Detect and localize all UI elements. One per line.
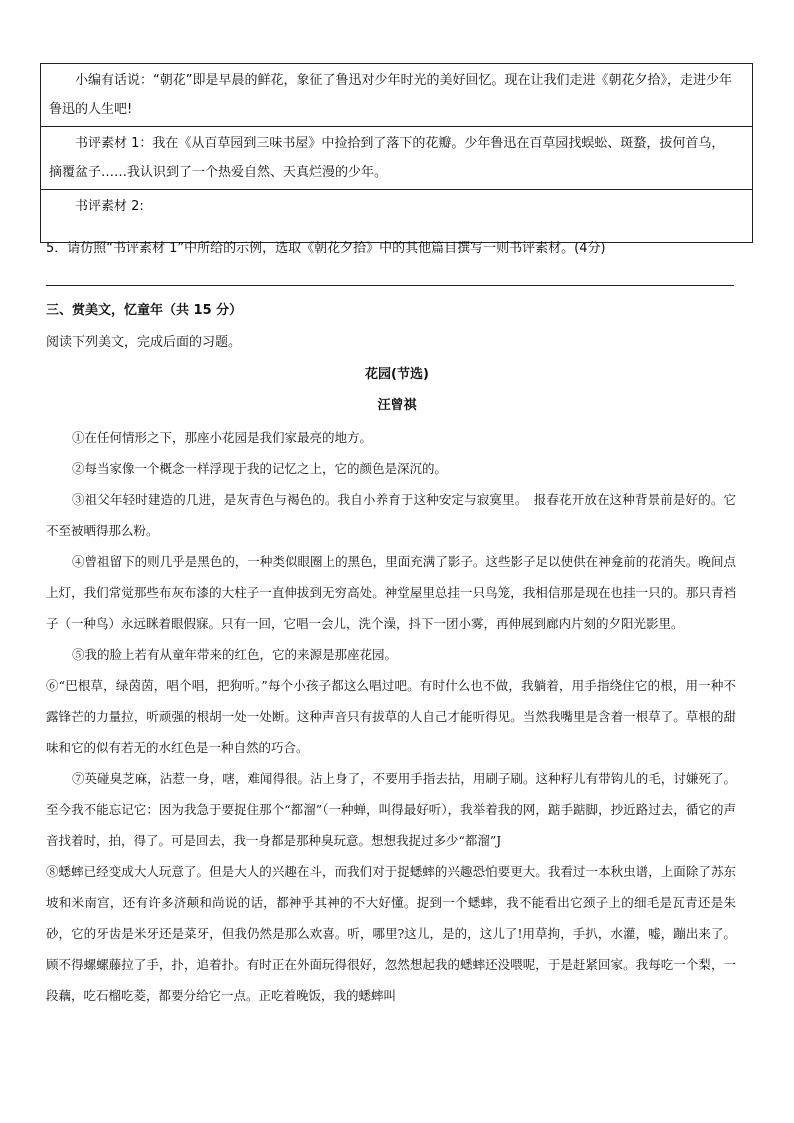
article-author: 汪曾祺 xyxy=(377,398,417,413)
table-row xyxy=(41,127,753,190)
table-row xyxy=(41,190,753,243)
paragraph-5: ⑤我的脸上若有从童年带来的红色，它的来源是那座花园。 xyxy=(72,647,398,662)
paragraph-1: ①在任何情形之下，那座小花园是我们家最亮的地方。 xyxy=(72,430,373,445)
paragraph-6: ⑥“巴根草，绿茵茵，唱个唱，把狗听。”每个小孩子都这么唱过吧。有时什么也不做，我躺着，用手指绕住它的根，用一种不露锋芒的力量拉，听顽强的根胡一处一处断。这种声音只有拔草的人自己才能听得见。当然我嘴里是含着一根草了。草根的甜味和它的似有若无的水红色是一种自然的巧合。 xyxy=(46,678,736,755)
editor-note-cell: 小编有话说：“朝花”即是早晨的鲜花，象征了鲁迅对少年时光的美好回忆。现在让我们走进《朝花夕拾》，走进少年鲁迅的人生吧! xyxy=(41,64,753,127)
paragraph-4: ④曾祖留下的则几乎是黑色的，一种类似眼圈上的黑色，里面充满了影子。这些影子足以使供在神龛前的花消失。晚间点上灯，我们常觉那些布灰布漆的大柱子一直伸拔到无穷高处。神堂屋里总挂一只鸟笼，我相信那是现在也挂一只的。那只青裆子（一种鸟）永远眯着眼假寐。只有一回，它唱一会儿，洗个澡，抖下一团小雾，再伸展到廊内片刻的夕阳光影里。 xyxy=(46,554,736,631)
paragraph-3: ③祖父年轻时建造的几进，是灰青色与褐色的。我自小养育于这种安定与寂寞里。 报春花开放在这种背景前是好的。它不至被晒得那么粉。 xyxy=(46,492,736,538)
section-title: 三、赏美文，忆童年（共 15 分） xyxy=(46,303,243,318)
reading-instruction: 阅读下列美文，完成后面的习题。 xyxy=(46,335,242,350)
review-material-1-cell: 书评素材 1：我在《从百草园到三味书屋》中捡拾到了落下的花瓣。少年鲁迅在百草园找蜈蚣、斑蝥，拔何首乌，摘覆盆子……我认识到了一个热爱自然、天真烂漫的少年。 xyxy=(41,127,753,190)
article-body xyxy=(46,422,736,1011)
answer-line[interactable] xyxy=(46,285,734,286)
book-review-table xyxy=(40,63,753,243)
paragraph-8: ⑧蟋蟀已经变成大人玩意了。但是大人的兴趣在斗，而我们对于捉蟋蟀的兴趣恐怕要更大。我看过一本秋虫谱，上面除了苏东坡和米南宫，还有许多济颠和尚说的话，都神乎其神的不大好懂。捉到一个蟋蟀，我不能看出它颈子上的细毛是瓦青还是朱砂，它的牙齿是米牙还是菜牙，但我仍然是那么欢喜。听，哪里?这儿，是的，这儿了!用草拘，手扒，水灌，嘘，蹦出来了。顾不得螺螺藤拉了手，扑，追着扑。有时正在外面玩得很好，忽然想起我的蟋蟀还没喂呢，于是赶紧回家。我每吃一个梨，一段藕，吃石榴吃菱，都要分给它一点。正吃着晚饭，我的蟋蟀叫 xyxy=(46,864,736,1003)
article-title: 花园(节选) xyxy=(365,367,429,382)
paragraph-7: ⑦英碰臭芝麻，沾惹一身，嗐，难闻得很。沾上身了，不要用手指去拈，用刷子刷。这种籽儿有带钩儿的毛，讨嫌死了。至今我不能忘记它：因为我急于要捉住那个“都溜”（一种蝉，叫得最好听），我举着我的网，踮手踮脚，抄近路过去，循它的声音找着时，拍，得了。可是回去，我一身都是那种臭玩意。想想我捉过多少“都溜”J xyxy=(46,771,736,848)
review-material-2-cell: 书评素材 2: xyxy=(41,190,753,243)
table-row xyxy=(41,64,753,127)
question-5: 5．请仿照“书评素材 1”中所给的示例，选取《朝花夕拾》中的其他篇目撰写一则书评素材。(4分) xyxy=(46,241,606,256)
paragraph-2: ②每当家像一个概念一样浮现于我的记忆之上，它的颜色是深沉的。 xyxy=(72,461,448,476)
